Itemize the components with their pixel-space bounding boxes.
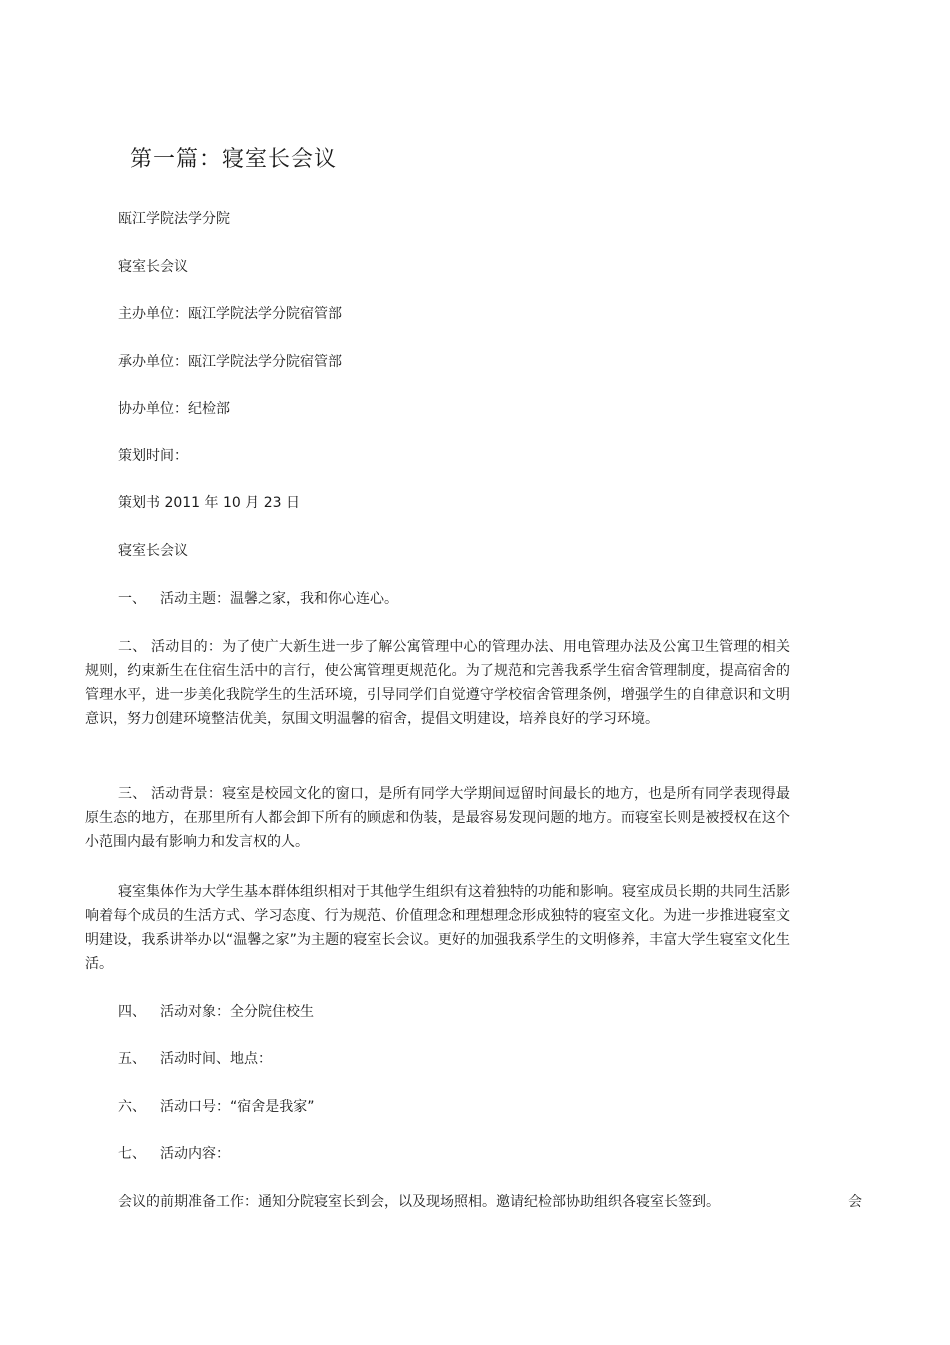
section-2-paragraph: 二、 活动目的：为了使广大新生进一步了解公寓管理中心的管理办法、用电管理办法及公寓卫生管理的相关规则，约束新生在住宿生活中的言行，使公寓管理更规范化。为了规范和完善我系学生宿舍管理制度，提高宿舍的管理水平，进一步美化我院学生的生活环境，引导同学们自觉遵守学校宿舍管理条例，增强学生的自律意识和文明意识，努力创建环境整洁优美，氛围文明温馨的宿舍，提倡文明建设，培养良好的学习环境。 <box>85 639 790 727</box>
section-3-paragraph: 三、 活动背景：寝室是校园文化的窗口，是所有同学大学期间逗留时间最长的地方，也是所有同学表现得最原生态的地方，在那里所有人都会卸下所有的顾虑和伪装，是最容易发现问题的地方。而寝室长则是被授权在这个小范围内最有影响力和发言权的人。 <box>85 786 790 850</box>
section-number: 一、 <box>118 591 146 607</box>
host-unit-line: 主办单位：瓯江学院法学分院宿管部 <box>118 306 342 322</box>
continuation-char: 会 <box>848 1194 862 1210</box>
section-text: 活动主题：温馨之家，我和你心连心。 <box>160 591 398 607</box>
section-number: 七、 <box>118 1146 146 1162</box>
section-6 <box>118 1096 315 1118</box>
section-text: 活动对象：全分院住校生 <box>160 1004 314 1020</box>
section-number: 五、 <box>118 1051 146 1067</box>
section-7 <box>118 1143 230 1165</box>
planning-time-line: 策划时间： <box>118 448 188 464</box>
section-text: 活动口号：“宿舍是我家” <box>160 1099 315 1115</box>
section-number: 六、 <box>118 1099 146 1115</box>
institution-line: 瓯江学院法学分院 <box>118 211 230 227</box>
section-1 <box>118 588 398 610</box>
organizer-unit-line: 承办单位：瓯江学院法学分院宿管部 <box>118 354 342 370</box>
section-3-continuation-paragraph: 寝室集体作为大学生基本群体组织相对于其他学生组织有这着独特的功能和影响。寝室成员长期的共同生活影响着每个成员的生活方式、学习态度、行为规范、价值理念和理想理念形成独特的寝室文化。为进一步推进寝室文明建设，我系讲举办以“温馨之家”为主题的寝室长会议。更好的加强我系学生的文明修养，丰富大学生寝室文化生活。 <box>85 884 790 972</box>
co-organizer-line: 协办单位：纪检部 <box>118 401 230 417</box>
section-text: 活动内容： <box>160 1146 230 1162</box>
preparation-line: 会议的前期准备工作：通知分院寝室长到会，以及现场照相。邀请纪检部协助组织各寝室长签到。 <box>118 1194 720 1210</box>
section-4 <box>118 1001 314 1023</box>
section-number: 四、 <box>118 1004 146 1020</box>
document-title: 第一篇：寝室长会议 <box>130 147 338 172</box>
meeting-heading-line: 寝室长会议 <box>118 543 188 559</box>
section-text: 活动时间、地点： <box>160 1051 272 1067</box>
plan-date-line: 策划书 2011 年 10 月 23 日 <box>118 495 300 511</box>
meeting-name-line: 寝室长会议 <box>118 259 188 275</box>
section-5 <box>118 1048 272 1070</box>
